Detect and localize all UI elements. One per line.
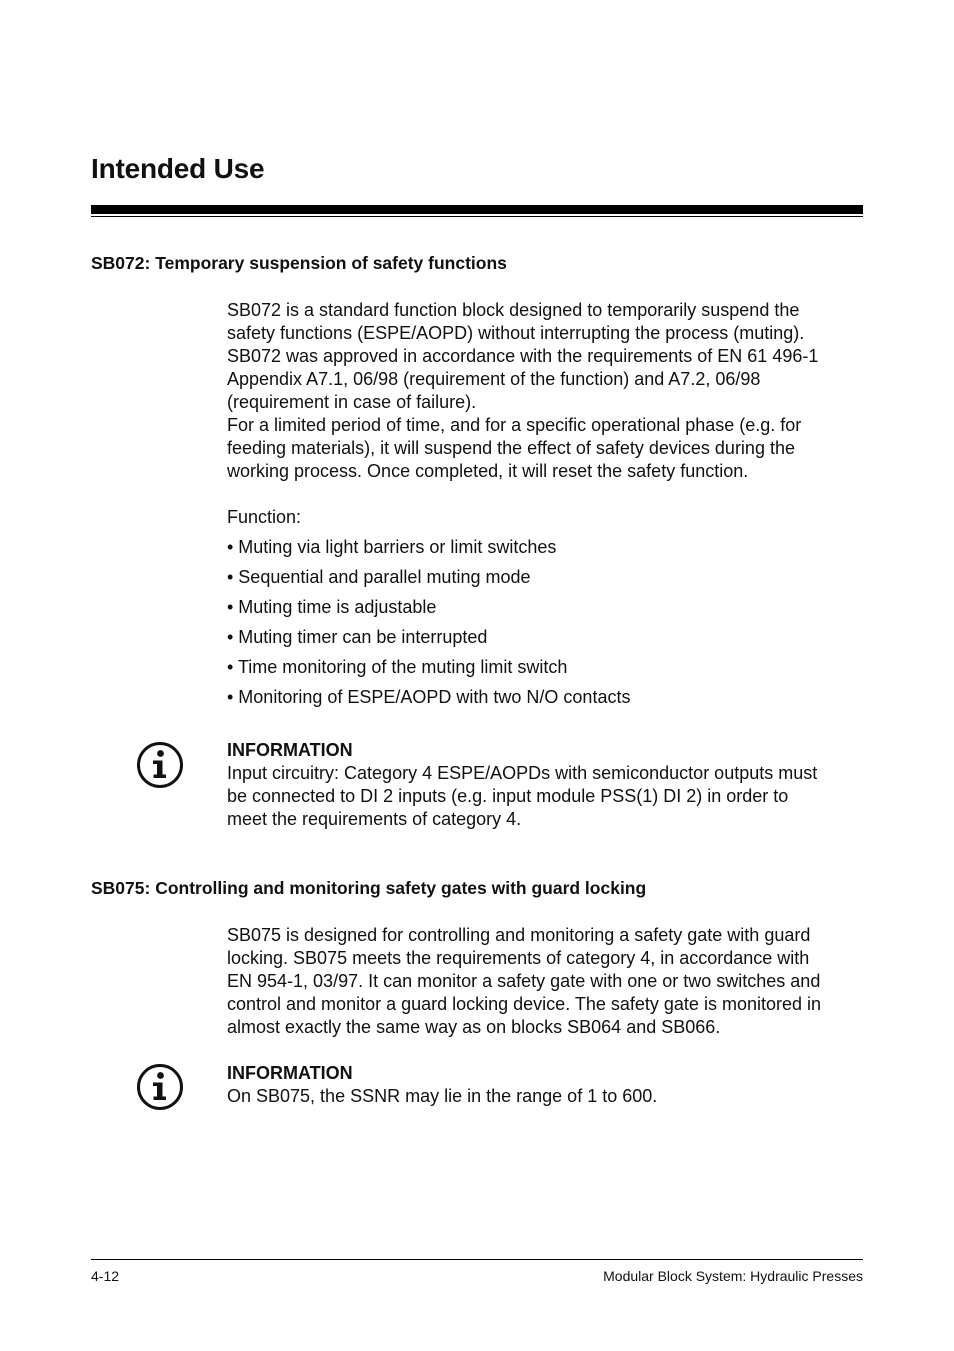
section-heading-sb072: SB072: Temporary suspension of safety functions <box>91 253 507 273</box>
paragraph-line: EN 954-1, 03/97. It can monitor a safety gate with one or two switches and <box>227 971 821 991</box>
paragraph-line: SB072 is a standard function block designed to temporarily suspend the <box>227 300 800 320</box>
information-note-sb072 <box>227 739 867 831</box>
paragraph-line: feeding materials), it will suspend the effect of safety devices during the <box>227 438 795 458</box>
paragraph-line: SB072 was approved in accordance with the requirements of EN 61 496-1 <box>227 346 819 366</box>
paragraph-line: control and monitor a guard locking device. The safety gate is monitored in <box>227 994 821 1014</box>
paragraph-line: working process. Once completed, it will reset the safety function. <box>227 461 749 481</box>
information-label: INFORMATION <box>227 740 353 760</box>
section-heading-sb075: SB075: Controlling and monitoring safety gates with guard locking <box>91 878 647 898</box>
paragraph-line: SB075 is designed for controlling and monitoring a safety gate with guard <box>227 925 811 945</box>
list-item: • Muting timer can be interrupted <box>227 627 488 647</box>
info-line: meet the requirements of category 4. <box>227 809 522 829</box>
paragraph-line: For a limited period of time, and for a specific operational phase (e.g. for <box>227 415 802 435</box>
info-line: Input circuitry: Category 4 ESPE/AOPDs with semiconductor outputs must <box>227 763 818 783</box>
footer-doc-title: Modular Block System: Hydraulic Presses <box>603 1268 863 1284</box>
information-icon <box>136 1063 184 1111</box>
list-item: • Time monitoring of the muting limit switch <box>227 657 568 677</box>
list-item: • Muting via light barriers or limit switches <box>227 537 557 557</box>
information-icon <box>136 741 184 789</box>
paragraph-line: safety functions (ESPE/AOPD) without interrupting the process (muting). <box>227 323 805 343</box>
function-label: Function: <box>227 507 302 527</box>
sb075-description <box>227 924 867 1039</box>
page-number: 4-12 <box>91 1268 120 1284</box>
information-note-sb075 <box>227 1062 867 1108</box>
info-line: On SB075, the SSNR may lie in the range of 1 to 600. <box>227 1086 658 1106</box>
paragraph-line: Appendix A7.1, 06/98 (requirement of the function) and A7.2, 06/98 <box>227 369 761 389</box>
paragraph-line: locking. SB075 meets the requirements of category 4, in accordance with <box>227 948 810 968</box>
title-rule-thin <box>91 216 863 217</box>
footer-rule <box>91 1259 863 1260</box>
paragraph-line: almost exactly the same way as on blocks SB064 and SB066. <box>227 1017 721 1037</box>
information-label: INFORMATION <box>227 1063 353 1083</box>
title-rule-thick <box>91 205 863 214</box>
paragraph-line: (requirement in case of failure). <box>227 392 477 412</box>
info-line: be connected to DI 2 inputs (e.g. input module PSS(1) DI 2) in order to <box>227 786 789 806</box>
list-item: • Muting time is adjustable <box>227 597 437 617</box>
list-item: • Monitoring of ESPE/AOPD with two N/O contacts <box>227 687 631 707</box>
sb072-description <box>227 299 867 483</box>
list-item: • Sequential and parallel muting mode <box>227 567 531 587</box>
page-title: Intended Use <box>91 153 265 184</box>
